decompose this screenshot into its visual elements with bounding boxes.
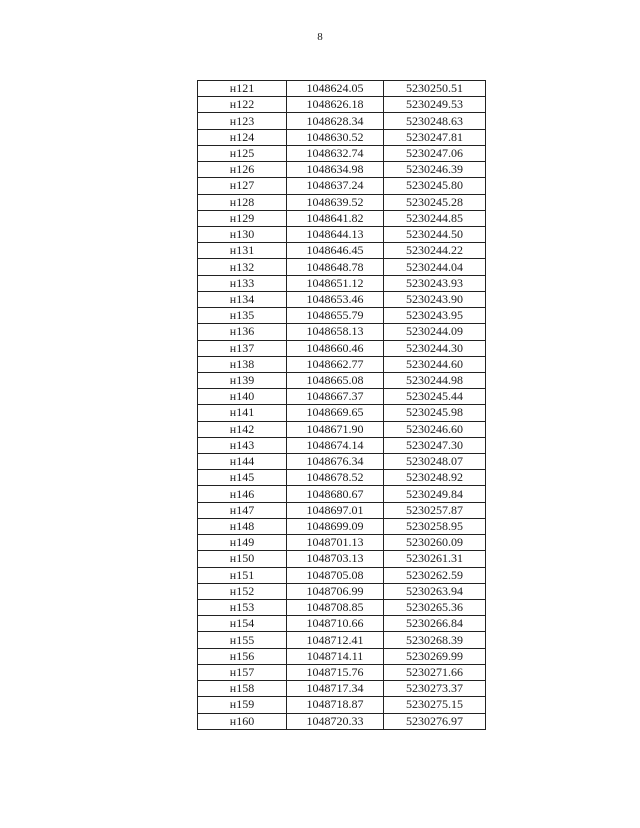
table-row bbox=[198, 291, 486, 307]
table-row bbox=[198, 648, 486, 664]
x-coordinate-cell: 1048624.05 bbox=[287, 81, 384, 97]
y-coordinate-cell: 5230244.85 bbox=[384, 210, 486, 226]
point-id-cell: н124 bbox=[198, 129, 287, 145]
point-id-cell: н126 bbox=[198, 162, 287, 178]
table-row bbox=[198, 437, 486, 453]
table-row bbox=[198, 632, 486, 648]
page-number: 8 bbox=[317, 31, 323, 43]
x-coordinate-cell: 1048718.87 bbox=[287, 697, 384, 713]
point-id-cell: н146 bbox=[198, 486, 287, 502]
point-id-cell: н136 bbox=[198, 324, 287, 340]
y-coordinate-cell: 5230258.95 bbox=[384, 518, 486, 534]
point-id-cell: н152 bbox=[198, 583, 287, 599]
point-id-cell: н151 bbox=[198, 567, 287, 583]
x-coordinate-cell: 1048697.01 bbox=[287, 502, 384, 518]
point-id-cell: н158 bbox=[198, 681, 287, 697]
table-row bbox=[198, 518, 486, 534]
coordinates-table-body bbox=[198, 81, 486, 730]
point-id-cell: н122 bbox=[198, 97, 287, 113]
point-id-cell: н127 bbox=[198, 178, 287, 194]
y-coordinate-cell: 5230247.06 bbox=[384, 145, 486, 161]
x-coordinate-cell: 1048639.52 bbox=[287, 194, 384, 210]
x-coordinate-cell: 1048678.52 bbox=[287, 470, 384, 486]
x-coordinate-cell: 1048637.24 bbox=[287, 178, 384, 194]
x-coordinate-cell: 1048671.90 bbox=[287, 421, 384, 437]
table-row bbox=[198, 697, 486, 713]
x-coordinate-cell: 1048628.34 bbox=[287, 113, 384, 129]
point-id-cell: н160 bbox=[198, 713, 287, 729]
x-coordinate-cell: 1048646.45 bbox=[287, 243, 384, 259]
table-row bbox=[198, 129, 486, 145]
y-coordinate-cell: 5230260.09 bbox=[384, 535, 486, 551]
x-coordinate-cell: 1048708.85 bbox=[287, 600, 384, 616]
x-coordinate-cell: 1048720.33 bbox=[287, 713, 384, 729]
table-row bbox=[198, 454, 486, 470]
y-coordinate-cell: 5230244.60 bbox=[384, 356, 486, 372]
y-coordinate-cell: 5230246.60 bbox=[384, 421, 486, 437]
y-coordinate-cell: 5230244.09 bbox=[384, 324, 486, 340]
table-row bbox=[198, 681, 486, 697]
y-coordinate-cell: 5230244.50 bbox=[384, 226, 486, 242]
point-id-cell: н144 bbox=[198, 454, 287, 470]
y-coordinate-cell: 5230271.66 bbox=[384, 664, 486, 680]
x-coordinate-cell: 1048630.52 bbox=[287, 129, 384, 145]
table-row bbox=[198, 275, 486, 291]
point-id-cell: н121 bbox=[198, 81, 287, 97]
table-row bbox=[198, 356, 486, 372]
y-coordinate-cell: 5230276.97 bbox=[384, 713, 486, 729]
y-coordinate-cell: 5230245.44 bbox=[384, 389, 486, 405]
table-row bbox=[198, 470, 486, 486]
point-id-cell: н135 bbox=[198, 308, 287, 324]
y-coordinate-cell: 5230247.30 bbox=[384, 437, 486, 453]
table-row bbox=[198, 243, 486, 259]
y-coordinate-cell: 5230262.59 bbox=[384, 567, 486, 583]
x-coordinate-cell: 1048703.13 bbox=[287, 551, 384, 567]
point-id-cell: н155 bbox=[198, 632, 287, 648]
x-coordinate-cell: 1048634.98 bbox=[287, 162, 384, 178]
point-id-cell: н128 bbox=[198, 194, 287, 210]
table-row bbox=[198, 162, 486, 178]
x-coordinate-cell: 1048662.77 bbox=[287, 356, 384, 372]
y-coordinate-cell: 5230268.39 bbox=[384, 632, 486, 648]
coordinates-table bbox=[197, 80, 486, 730]
x-coordinate-cell: 1048667.37 bbox=[287, 389, 384, 405]
y-coordinate-cell: 5230248.92 bbox=[384, 470, 486, 486]
point-id-cell: н153 bbox=[198, 600, 287, 616]
y-coordinate-cell: 5230269.99 bbox=[384, 648, 486, 664]
y-coordinate-cell: 5230243.95 bbox=[384, 308, 486, 324]
table-row bbox=[198, 405, 486, 421]
point-id-cell: н131 bbox=[198, 243, 287, 259]
point-id-cell: н133 bbox=[198, 275, 287, 291]
table-row bbox=[198, 210, 486, 226]
table-row bbox=[198, 194, 486, 210]
y-coordinate-cell: 5230244.22 bbox=[384, 243, 486, 259]
table-row bbox=[198, 600, 486, 616]
x-coordinate-cell: 1048644.13 bbox=[287, 226, 384, 242]
x-coordinate-cell: 1048699.09 bbox=[287, 518, 384, 534]
x-coordinate-cell: 1048669.65 bbox=[287, 405, 384, 421]
table-row bbox=[198, 226, 486, 242]
y-coordinate-cell: 5230248.63 bbox=[384, 113, 486, 129]
y-coordinate-cell: 5230247.81 bbox=[384, 129, 486, 145]
y-coordinate-cell: 5230257.87 bbox=[384, 502, 486, 518]
y-coordinate-cell: 5230244.30 bbox=[384, 340, 486, 356]
point-id-cell: н130 bbox=[198, 226, 287, 242]
point-id-cell: н125 bbox=[198, 145, 287, 161]
point-id-cell: н143 bbox=[198, 437, 287, 453]
point-id-cell: н154 bbox=[198, 616, 287, 632]
table-row bbox=[198, 664, 486, 680]
table-row bbox=[198, 340, 486, 356]
x-coordinate-cell: 1048641.82 bbox=[287, 210, 384, 226]
x-coordinate-cell: 1048651.12 bbox=[287, 275, 384, 291]
y-coordinate-cell: 5230273.37 bbox=[384, 681, 486, 697]
point-id-cell: н132 bbox=[198, 259, 287, 275]
x-coordinate-cell: 1048710.66 bbox=[287, 616, 384, 632]
point-id-cell: н142 bbox=[198, 421, 287, 437]
point-id-cell: н159 bbox=[198, 697, 287, 713]
table-row bbox=[198, 81, 486, 97]
table-row bbox=[198, 389, 486, 405]
point-id-cell: н137 bbox=[198, 340, 287, 356]
x-coordinate-cell: 1048626.18 bbox=[287, 97, 384, 113]
table-row bbox=[198, 583, 486, 599]
x-coordinate-cell: 1048705.08 bbox=[287, 567, 384, 583]
table-row bbox=[198, 97, 486, 113]
point-id-cell: н139 bbox=[198, 372, 287, 388]
table-row bbox=[198, 535, 486, 551]
y-coordinate-cell: 5230261.31 bbox=[384, 551, 486, 567]
x-coordinate-cell: 1048676.34 bbox=[287, 454, 384, 470]
y-coordinate-cell: 5230266.84 bbox=[384, 616, 486, 632]
table-row bbox=[198, 145, 486, 161]
x-coordinate-cell: 1048712.41 bbox=[287, 632, 384, 648]
y-coordinate-cell: 5230249.84 bbox=[384, 486, 486, 502]
table-row bbox=[198, 259, 486, 275]
x-coordinate-cell: 1048714.11 bbox=[287, 648, 384, 664]
y-coordinate-cell: 5230243.90 bbox=[384, 291, 486, 307]
table-row bbox=[198, 372, 486, 388]
x-coordinate-cell: 1048655.79 bbox=[287, 308, 384, 324]
table-row bbox=[198, 421, 486, 437]
point-id-cell: н134 bbox=[198, 291, 287, 307]
y-coordinate-cell: 5230275.15 bbox=[384, 697, 486, 713]
point-id-cell: н138 bbox=[198, 356, 287, 372]
table-row bbox=[198, 713, 486, 729]
point-id-cell: н148 bbox=[198, 518, 287, 534]
table-row bbox=[198, 502, 486, 518]
point-id-cell: н141 bbox=[198, 405, 287, 421]
table-row bbox=[198, 486, 486, 502]
point-id-cell: н156 bbox=[198, 648, 287, 664]
y-coordinate-cell: 5230263.94 bbox=[384, 583, 486, 599]
y-coordinate-cell: 5230245.98 bbox=[384, 405, 486, 421]
x-coordinate-cell: 1048706.99 bbox=[287, 583, 384, 599]
x-coordinate-cell: 1048680.67 bbox=[287, 486, 384, 502]
table-row bbox=[198, 616, 486, 632]
y-coordinate-cell: 5230246.39 bbox=[384, 162, 486, 178]
y-coordinate-cell: 5230265.36 bbox=[384, 600, 486, 616]
x-coordinate-cell: 1048658.13 bbox=[287, 324, 384, 340]
y-coordinate-cell: 5230243.93 bbox=[384, 275, 486, 291]
table-row bbox=[198, 551, 486, 567]
point-id-cell: н149 bbox=[198, 535, 287, 551]
x-coordinate-cell: 1048660.46 bbox=[287, 340, 384, 356]
x-coordinate-cell: 1048653.46 bbox=[287, 291, 384, 307]
y-coordinate-cell: 5230245.28 bbox=[384, 194, 486, 210]
y-coordinate-cell: 5230245.80 bbox=[384, 178, 486, 194]
table-row bbox=[198, 567, 486, 583]
point-id-cell: н150 bbox=[198, 551, 287, 567]
table-row bbox=[198, 113, 486, 129]
table-row bbox=[198, 308, 486, 324]
y-coordinate-cell: 5230249.53 bbox=[384, 97, 486, 113]
point-id-cell: н129 bbox=[198, 210, 287, 226]
table-row bbox=[198, 178, 486, 194]
x-coordinate-cell: 1048648.78 bbox=[287, 259, 384, 275]
x-coordinate-cell: 1048665.08 bbox=[287, 372, 384, 388]
y-coordinate-cell: 5230250.51 bbox=[384, 81, 486, 97]
point-id-cell: н157 bbox=[198, 664, 287, 680]
x-coordinate-cell: 1048632.74 bbox=[287, 145, 384, 161]
point-id-cell: н147 bbox=[198, 502, 287, 518]
table-row bbox=[198, 324, 486, 340]
x-coordinate-cell: 1048717.34 bbox=[287, 681, 384, 697]
y-coordinate-cell: 5230244.04 bbox=[384, 259, 486, 275]
y-coordinate-cell: 5230244.98 bbox=[384, 372, 486, 388]
x-coordinate-cell: 1048701.13 bbox=[287, 535, 384, 551]
x-coordinate-cell: 1048715.76 bbox=[287, 664, 384, 680]
point-id-cell: н123 bbox=[198, 113, 287, 129]
point-id-cell: н140 bbox=[198, 389, 287, 405]
point-id-cell: н145 bbox=[198, 470, 287, 486]
x-coordinate-cell: 1048674.14 bbox=[287, 437, 384, 453]
y-coordinate-cell: 5230248.07 bbox=[384, 454, 486, 470]
